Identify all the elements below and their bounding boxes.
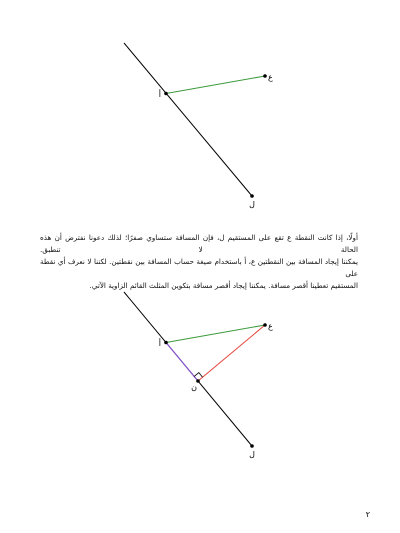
- point-e-dot: [263, 323, 267, 327]
- paragraph-line-1: أولًا، إذا كانت النقطة ع تقع على المستقيم ل، فإن المسافة ستساوي صفرًا؛ لذلك دعونا نفترض أن هذه الحالة لا تنطبق.: [40, 233, 358, 254]
- line-l-end-dot: [250, 444, 254, 448]
- line-l-label: ل: [249, 200, 255, 209]
- paragraph-line-3: المستقيم تعطينا أقصر مسافة. يمكننا إيجاد أقصر مسافة بتكوين المثلث القائم الزاوية الآتي.: [89, 281, 358, 290]
- point-e-dot: [263, 74, 267, 78]
- page-number: ٢: [365, 510, 370, 519]
- point-a-label: أ: [158, 90, 161, 99]
- point-e-label: ع: [268, 72, 273, 82]
- line-l-label: ل: [249, 450, 255, 459]
- point-e-label: ع: [268, 321, 273, 331]
- point-a-label: أ: [158, 339, 161, 348]
- segment-a-e: [166, 76, 265, 94]
- right-angle-marker: [194, 373, 202, 378]
- paragraph-line-2: يمكننا إيجاد المسافة بين النقطتين ع، أ باستخدام صيغة حساب المسافة بين نقطتين. لكننا لا نعرف أي نقطة على: [40, 257, 358, 278]
- segment-a-n: [166, 343, 198, 382]
- figure-line-and-point: [0, 0, 400, 220]
- line-l-end-dot: [250, 194, 254, 198]
- point-a-dot: [164, 92, 168, 96]
- figure-right-triangle: [0, 280, 400, 470]
- point-n-label: ن: [191, 383, 197, 392]
- point-a-dot: [164, 341, 168, 345]
- line-l: [124, 43, 252, 196]
- segment-a-e: [166, 325, 265, 343]
- segment-n-e: [198, 325, 265, 381]
